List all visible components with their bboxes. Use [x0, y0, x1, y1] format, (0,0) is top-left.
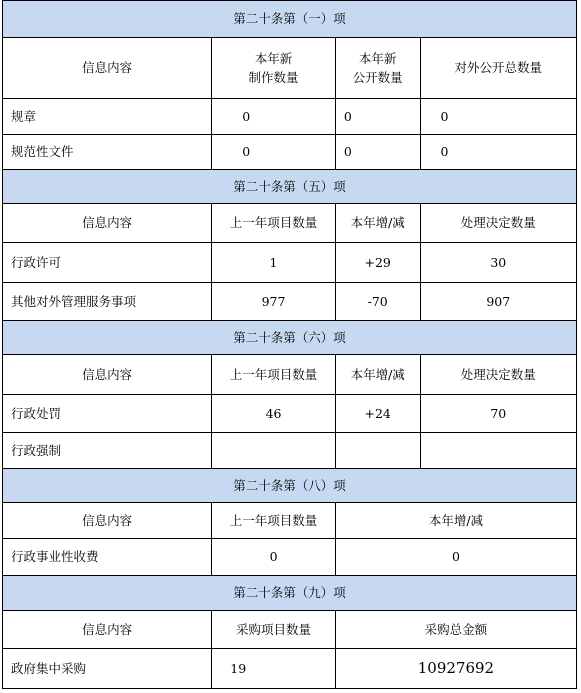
- table-cell: 0: [440, 108, 449, 124]
- header-row: [2, 611, 577, 649]
- row-label: 规范性文件: [3, 135, 212, 169]
- header-cell: 采购总金额: [424, 621, 488, 637]
- header-cell: 本年增/减: [336, 204, 421, 242]
- header-row: [2, 503, 577, 539]
- table-cell: +29: [336, 243, 421, 282]
- table-cell: -70: [336, 283, 421, 320]
- header-cell: 上一年项目数量: [212, 204, 336, 242]
- header-row: [2, 355, 577, 395]
- header-cell: 对外公开总数量: [454, 60, 543, 76]
- row-label: 其他对外管理服务事项: [3, 283, 212, 320]
- table-cell: 0: [212, 135, 336, 169]
- section-title-row: [2, 576, 577, 611]
- row-label: 行政强制: [3, 433, 212, 468]
- table-row: [2, 395, 577, 433]
- section-title: 第二十条第（一）项: [3, 1, 576, 37]
- header-cell: 处理决定数量: [460, 366, 536, 382]
- row-label: 规章: [3, 99, 212, 134]
- section-title-row: [2, 170, 577, 204]
- table-cell: 977: [212, 283, 336, 320]
- table-cell: 0: [336, 99, 421, 134]
- table-cell: 0: [336, 135, 421, 169]
- table-cell: [421, 433, 576, 468]
- row-label: 行政许可: [3, 243, 212, 282]
- table-cell: 0: [451, 549, 460, 565]
- header-cell: 信息内容: [3, 38, 212, 98]
- table-cell: [336, 433, 421, 468]
- table-cell: 30: [490, 254, 507, 270]
- section-title: 第二十条第（六）项: [3, 321, 576, 354]
- header-row: [2, 204, 577, 243]
- header-cell: 处理决定数量: [460, 215, 536, 231]
- header-cell: 本年新 制作数量: [212, 38, 336, 98]
- header-row: [2, 38, 577, 99]
- header-cell: 信息内容: [3, 503, 212, 538]
- header-cell: 信息内容: [3, 204, 212, 242]
- section-title: 第二十条第（九）项: [3, 576, 576, 610]
- header-cell: 信息内容: [3, 611, 212, 648]
- header-cell: 信息内容: [3, 355, 212, 394]
- section-title-row: [2, 321, 577, 355]
- table-cell: 907: [486, 293, 511, 309]
- header-cell: 本年增/减: [428, 512, 484, 528]
- header-cell: 本年增/减: [336, 355, 421, 394]
- table-cell: 1: [212, 243, 336, 282]
- header-cell: 上一年项目数量: [212, 355, 336, 394]
- table-row: [2, 99, 577, 135]
- table-row: [2, 283, 577, 321]
- table-row: [2, 433, 577, 469]
- table-row: [2, 649, 577, 689]
- row-label: 行政处罚: [3, 395, 212, 432]
- row-label: 政府集中采购: [3, 649, 212, 688]
- table-cell: 10927692: [417, 658, 495, 677]
- section-title-row: [2, 469, 577, 503]
- section-title: 第二十条第（八）项: [3, 469, 576, 502]
- section-title-row: [2, 0, 577, 38]
- table-cell: 0: [440, 144, 449, 160]
- table-cell: [212, 433, 336, 468]
- table-row: [2, 243, 577, 283]
- table-row: [2, 539, 577, 576]
- header-cell: 上一年项目数量: [212, 503, 336, 538]
- table-cell: 19: [212, 649, 336, 688]
- table-row: [2, 135, 577, 170]
- table-cell: 70: [490, 405, 507, 421]
- header-cell: 采购项目数量: [212, 611, 336, 648]
- table-cell: +24: [336, 395, 421, 432]
- row-label: 行政事业性收费: [3, 539, 212, 575]
- table-cell: 0: [212, 99, 336, 134]
- header-cell: 本年新 公开数量: [336, 38, 421, 98]
- table-cell: 0: [212, 539, 336, 575]
- section-title: 第二十条第（五）项: [3, 170, 576, 203]
- table-cell: 46: [212, 395, 336, 432]
